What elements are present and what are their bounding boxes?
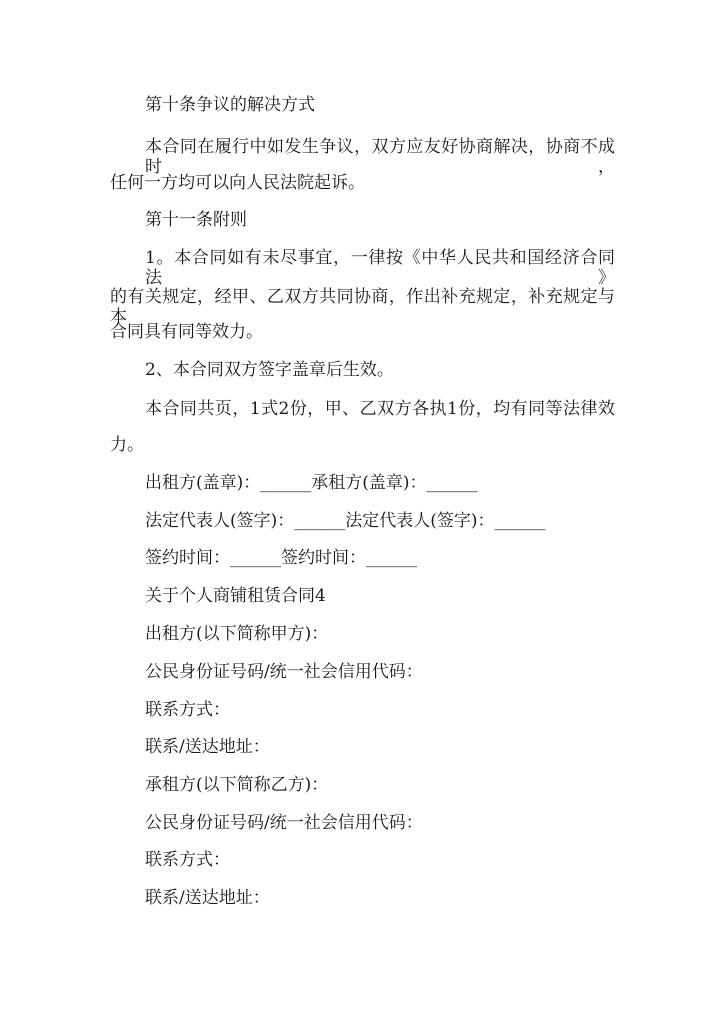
paragraph-line: 本合同共页，1式2份，甲、乙双方各执1份，均有同等法律效	[145, 399, 615, 419]
signature-line-representative: 法定代表人(签字)：______法定代表人(签字)：______	[145, 511, 546, 531]
paragraph-line: 任何一方均可以向人民法院起诉。	[110, 173, 365, 193]
section-heading-dispute: 第十条争议的解决方式	[145, 95, 315, 115]
field-label-id-code: 公民身份证号码/统一社会信用代码：	[145, 662, 423, 682]
field-label-address: 联系/送达地址：	[145, 737, 270, 757]
paragraph-line: 2、本合同双方签字盖章后生效。	[145, 360, 394, 380]
party-label-lessor: 出租方(以下简称甲方)：	[145, 624, 329, 644]
contract-title: 关于个人商铺租赁合同4	[145, 586, 326, 606]
field-label-contact: 联系方式：	[145, 700, 230, 720]
field-label-id-code: 公民身份证号码/统一社会信用代码：	[145, 813, 423, 833]
field-label-contact: 联系方式：	[145, 850, 230, 870]
paragraph-line: 1。本合同如有未尽事宜，一律按《中华人民共和国经济合同法》	[145, 248, 615, 288]
paragraph-line: 力。	[110, 435, 144, 455]
section-heading-appendix: 第十一条附则	[145, 210, 247, 230]
paragraph-line: 合同具有同等效力。	[110, 322, 263, 342]
field-label-address: 联系/送达地址：	[145, 888, 270, 908]
party-label-lessee: 承租方(以下简称乙方)：	[145, 775, 329, 795]
signature-line-date: 签约时间：______签约时间：______	[145, 548, 417, 568]
paragraph-line: 本合同在履行中如发生争议，双方应友好协商解决，协商不成时，	[145, 137, 615, 177]
paragraph-line: 的有关规定，经甲、乙双方共同协商，作出补充规定，补充规定与本	[110, 287, 615, 327]
signature-line-seal: 出租方(盖章)：______承租方(盖章)：______	[145, 473, 478, 493]
